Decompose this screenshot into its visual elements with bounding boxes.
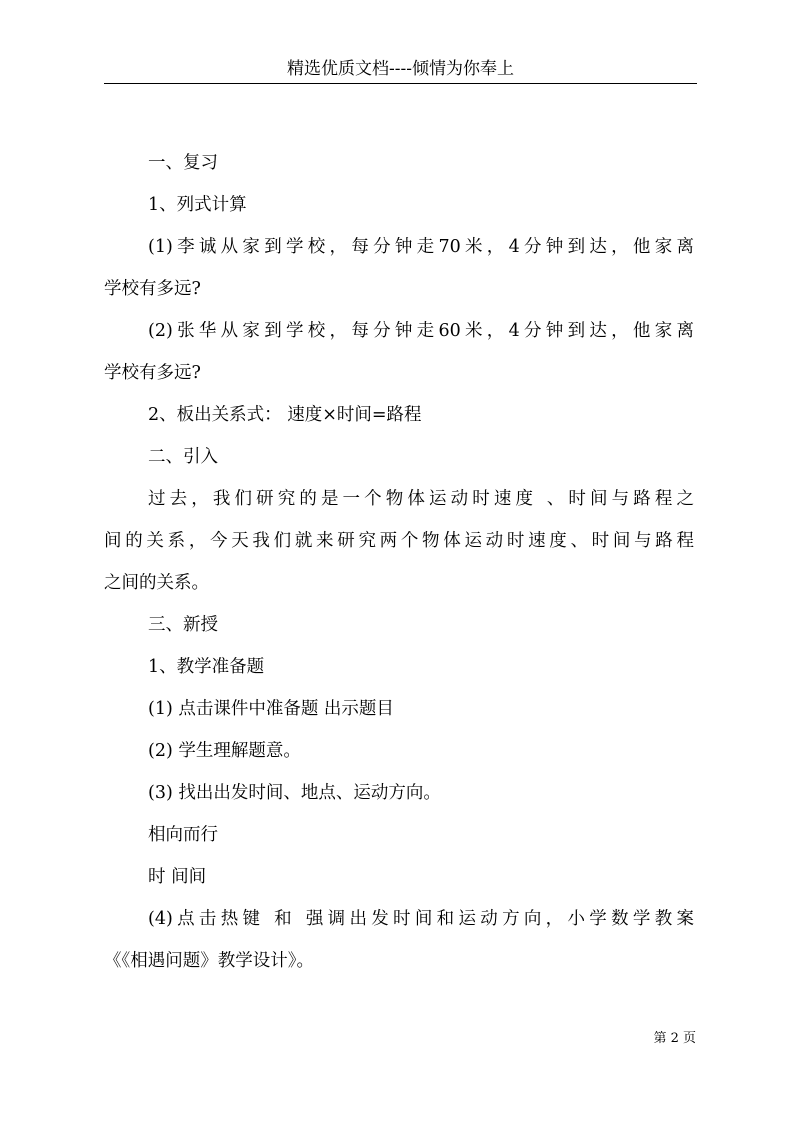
step-4-line-2: 《《相遇问题》教学设计》。 <box>104 951 314 971</box>
section-heading-review: 一、复习 <box>148 153 218 173</box>
step-4-line-1: (4)点击热键 和 强调出发时间和运动方向，小学数学教案 <box>148 909 694 929</box>
problem-1-line-2: 学校有多远? <box>104 279 201 299</box>
intro-paragraph-line-2: 间的关系，今天我们就来研究两个物体运动时速度、时间与路程 <box>104 531 694 551</box>
page-header: 精选优质文档----倾情为你奉上 <box>287 59 514 79</box>
intro-paragraph-line-1: 过去，我们研究的是一个物体运动时速度 、时间与路程之 <box>148 489 694 509</box>
page-number: 第 2 页 <box>653 1031 696 1046</box>
step-3: (3) 找出出发时间、地点、运动方向。 <box>148 783 441 803</box>
problem-1-line-1: (1)李诚从家到学校，每分钟走70米，4分钟到达，他家离 <box>148 237 694 257</box>
problem-2-line-2: 学校有多远? <box>104 363 201 383</box>
step-1: (1) 点击课件中准备题 出示题目 <box>148 699 394 719</box>
list-item-preparation: 1、教学准备题 <box>148 657 265 677</box>
section-heading-new-lesson: 三、新授 <box>148 615 218 635</box>
document-body <box>104 148 694 988</box>
list-item-calculation: 1、列式计算 <box>148 195 247 215</box>
note-opposite-direction: 相向而行 <box>148 825 218 845</box>
note-time: 时 间间 <box>148 867 207 887</box>
formula-line: 2、板出关系式： 速度×时间=路程 <box>148 405 422 425</box>
header-divider <box>104 83 697 84</box>
step-2: (2) 学生理解题意。 <box>148 741 301 761</box>
problem-2-line-1: (2)张华从家到学校，每分钟走60米，4分钟到达，他家离 <box>148 321 694 341</box>
section-heading-intro: 二、引入 <box>148 447 218 467</box>
intro-paragraph-line-3: 之间的关系。 <box>104 573 209 593</box>
